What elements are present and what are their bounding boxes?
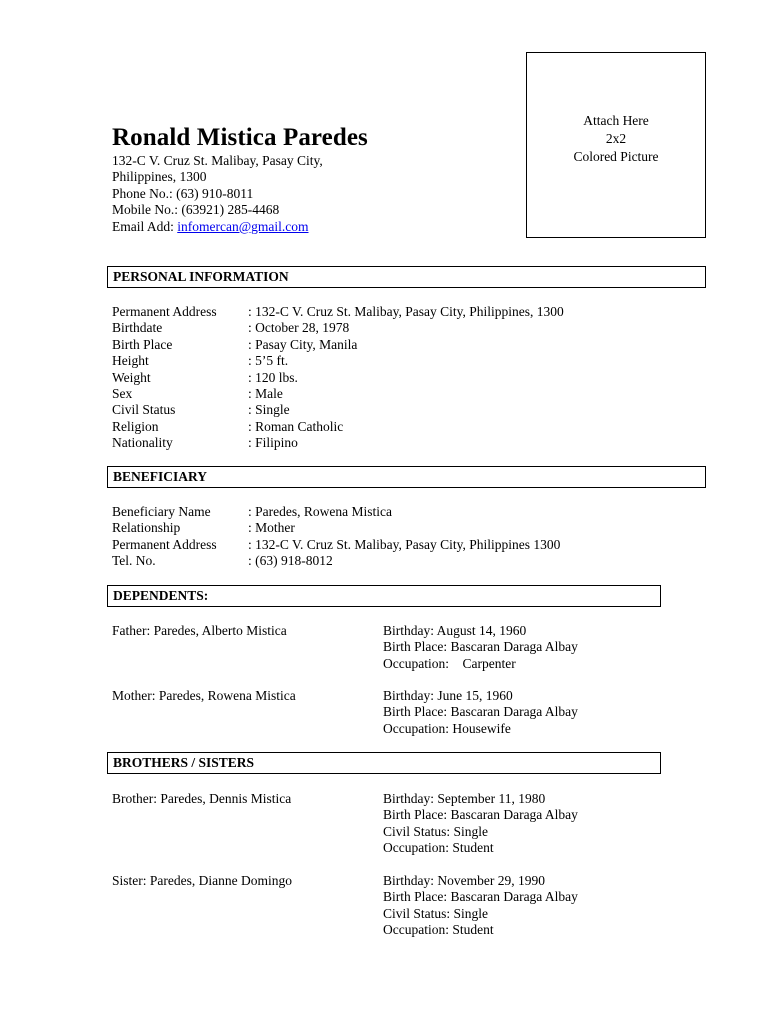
beneficiary-row xyxy=(112,553,560,569)
mother-name: Mother: Paredes, Rowena Mistica xyxy=(112,688,296,703)
personal-info-row xyxy=(112,386,564,402)
beneficiary-value: : Paredes, Rowena Mistica xyxy=(248,504,392,519)
applicant-name: Ronald Mistica Paredes xyxy=(112,124,368,151)
beneficiary-label: Relationship xyxy=(112,520,181,536)
sister-birthday: Birthday: November 29, 1990 xyxy=(383,873,545,888)
sister-birthplace: Birth Place: Bascaran Daraga Albay xyxy=(383,889,578,905)
siblings-heading: BROTHERS / SISTERS xyxy=(107,752,661,774)
photo-line-2: 2x2 xyxy=(605,131,627,146)
personal-info-row xyxy=(112,337,564,353)
personal-info-row xyxy=(112,353,564,369)
father-name: Father: Paredes, Alberto Mistica xyxy=(112,623,287,638)
personal-info-row xyxy=(112,304,564,320)
email-label: Email Add: xyxy=(112,218,178,234)
personal-info-value: : Single xyxy=(248,402,290,418)
father-details xyxy=(383,623,578,672)
beneficiary-value: : Mother xyxy=(248,520,295,536)
personal-info-row xyxy=(112,419,564,435)
personal-info-label: Birthdate xyxy=(112,320,163,336)
personal-info-value: : 132-C V. Cruz St. Malibay, Pasay City, Philippines, 1300 xyxy=(248,304,564,319)
email-line xyxy=(112,219,323,235)
personal-info-label: Religion xyxy=(112,418,159,434)
personal-info-list xyxy=(112,304,564,452)
personal-info-row xyxy=(112,435,564,451)
photo-line-3: Colored Picture xyxy=(573,149,659,164)
mother-occupation: Occupation: Housewife xyxy=(383,720,511,736)
beneficiary-row xyxy=(112,504,560,520)
photo-placeholder xyxy=(526,52,706,238)
personal-info-value: : 5’5 ft. xyxy=(248,353,289,369)
personal-info-label: Birth Place xyxy=(112,336,173,352)
personal-info-value: : Roman Catholic xyxy=(248,418,344,434)
personal-info-label: Nationality xyxy=(112,435,173,451)
beneficiary-label: Tel. No. xyxy=(112,553,156,569)
brother-name: Brother: Paredes, Dennis Mistica xyxy=(112,791,292,806)
personal-info-value: : Filipino xyxy=(248,435,298,451)
personal-info-value: : October 28, 1978 xyxy=(248,320,350,336)
beneficiary-list xyxy=(112,504,560,570)
beneficiary-value: : (63) 918-8012 xyxy=(248,553,333,569)
phone-number: Phone No.: (63) 910-8011 xyxy=(112,185,254,201)
brother-civil-status: Civil Status: Single xyxy=(383,823,489,839)
brother-details xyxy=(383,791,578,857)
personal-info-label: Sex xyxy=(112,386,133,402)
address-line-2: Philippines, 1300 xyxy=(112,169,207,185)
father-birthplace: Birth Place: Bascaran Daraga Albay xyxy=(383,639,578,655)
personal-info-value: : 120 lbs. xyxy=(248,369,298,385)
mobile-number: Mobile No.: (63921) 285-4468 xyxy=(112,202,280,218)
father-occupation: Occupation: Carpenter xyxy=(383,655,516,671)
personal-info-heading: PERSONAL INFORMATION xyxy=(107,266,706,288)
beneficiary-label: Beneficiary Name xyxy=(112,504,211,519)
beneficiary-row xyxy=(112,537,560,553)
brother-occupation: Occupation: Student xyxy=(383,840,494,856)
address-line-1: 132-C V. Cruz St. Malibay, Pasay City, xyxy=(112,153,323,168)
contact-block xyxy=(112,153,323,235)
personal-info-row xyxy=(112,402,564,418)
sister-name: Sister: Paredes, Dianne Domingo xyxy=(112,873,292,888)
mother-details xyxy=(383,688,578,737)
beneficiary-value: : 132-C V. Cruz St. Malibay, Pasay City, Philippines 1300 xyxy=(248,536,561,552)
email-link[interactable]: infomercan@gmail.com xyxy=(177,218,309,234)
personal-info-label: Weight xyxy=(112,369,151,385)
photo-line-1: Attach Here xyxy=(583,113,649,128)
personal-info-label: Permanent Address xyxy=(112,304,217,319)
sister-civil-status: Civil Status: Single xyxy=(383,905,489,921)
personal-info-row xyxy=(112,320,564,336)
personal-info-value: : Male xyxy=(248,386,283,402)
mother-birthplace: Birth Place: Bascaran Daraga Albay xyxy=(383,704,578,720)
dependents-heading: DEPENDENTS: xyxy=(107,585,661,607)
personal-info-label: Civil Status xyxy=(112,402,176,418)
personal-info-row xyxy=(112,370,564,386)
mother-birthday: Birthday: June 15, 1960 xyxy=(383,688,513,703)
personal-info-label: Height xyxy=(112,353,149,369)
brother-birthday: Birthday: September 11, 1980 xyxy=(383,791,546,806)
sister-occupation: Occupation: Student xyxy=(383,922,494,938)
beneficiary-label: Permanent Address xyxy=(112,536,217,552)
sister-details xyxy=(383,873,578,939)
father-birthday: Birthday: August 14, 1960 xyxy=(383,623,527,638)
beneficiary-heading: BENEFICIARY xyxy=(107,466,706,488)
beneficiary-row xyxy=(112,520,560,536)
brother-birthplace: Birth Place: Bascaran Daraga Albay xyxy=(383,807,578,823)
personal-info-value: : Pasay City, Manila xyxy=(248,336,358,352)
